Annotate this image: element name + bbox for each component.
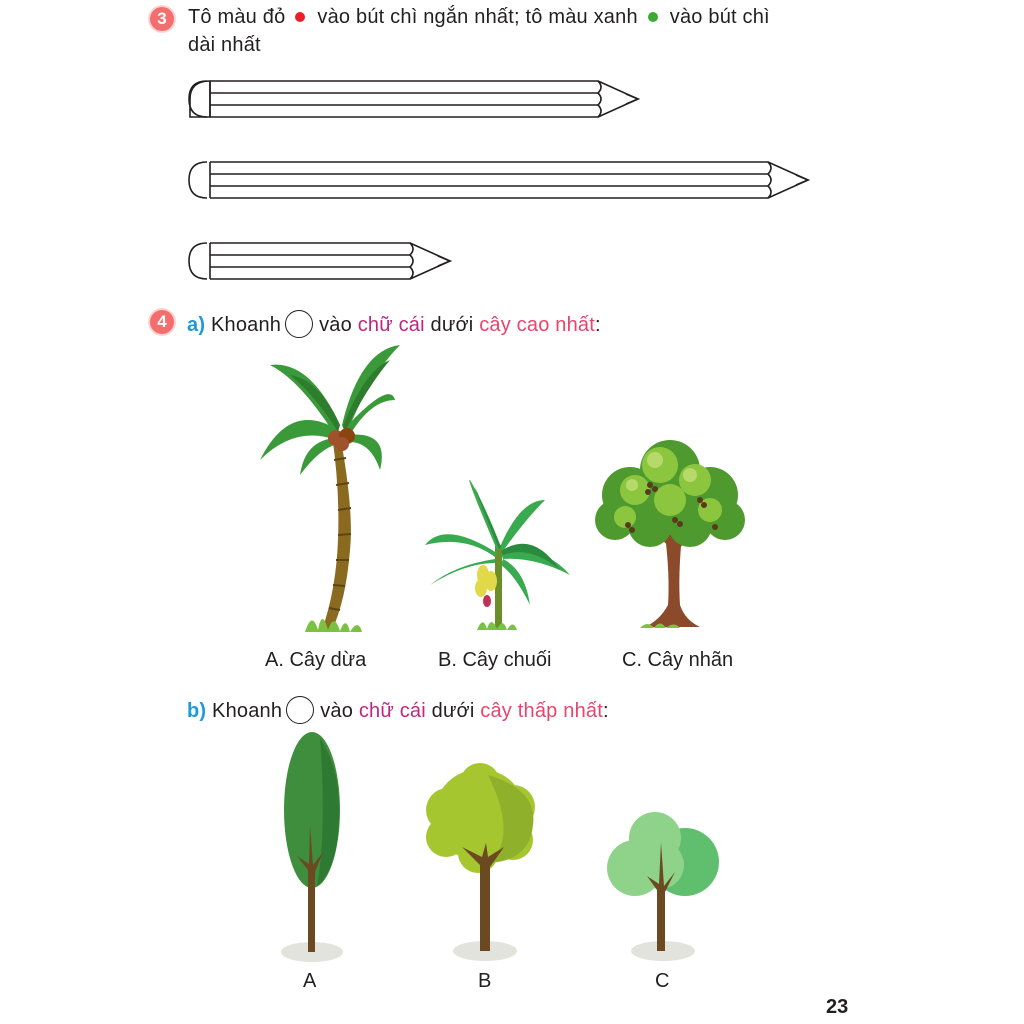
tree-b[interactable]: [418, 765, 543, 965]
tree-label-c: C: [655, 970, 670, 992]
exercise-3-instruction-line2: dài nhất: [188, 34, 261, 56]
instruction-highlight: cây thấp nhất: [480, 699, 603, 722]
part-b-tag: b): [187, 699, 207, 722]
instruction-part: Tô màu đỏ: [188, 6, 286, 28]
instruction-highlight: cây cao nhất: [479, 313, 595, 336]
instruction-part: Khoanh: [212, 699, 283, 722]
longan-tree[interactable]: [590, 435, 750, 635]
pencils: [0, 0, 1024, 300]
instruction-part: vào bút chì: [669, 6, 770, 28]
page-number: 23: [826, 996, 849, 1018]
instruction-highlight: chữ cái: [357, 313, 425, 336]
circle-icon: [286, 696, 314, 724]
pencil-medium[interactable]: [189, 81, 638, 117]
instruction-part: dưới: [430, 313, 474, 336]
instruction-part: Khoanh: [210, 313, 282, 336]
instruction-part: dưới: [431, 699, 475, 722]
circle-icon: [285, 310, 313, 338]
option-label-c: C. Cây nhãn: [622, 649, 734, 671]
tree-label-a: A: [303, 970, 317, 992]
pencil-short[interactable]: [189, 243, 450, 279]
option-label-a: A. Cây dừa: [265, 649, 367, 671]
instruction-part: vào: [320, 699, 354, 722]
instruction-part: vào bút chì ngắn nhất; tô màu xanh: [317, 6, 638, 28]
coconut-palm-tree[interactable]: [250, 340, 410, 640]
banana-tree[interactable]: [425, 475, 575, 635]
exercise-4b-instruction: [187, 696, 609, 727]
exercise-4a-instruction: [187, 310, 601, 341]
instruction-highlight: chữ cái: [358, 699, 426, 722]
tree-label-b: B: [478, 970, 492, 992]
instruction-part: vào: [319, 313, 352, 336]
instruction-part: :: [595, 313, 601, 336]
part-a-tag: a): [187, 313, 206, 336]
option-label-b: B. Cây chuối: [438, 649, 552, 671]
exercise-3-badge: 3: [150, 7, 174, 31]
exercise-4-badge: 4: [150, 310, 174, 334]
tree-c[interactable]: [605, 810, 725, 965]
instruction-part: :: [602, 699, 609, 722]
pencil-long[interactable]: [189, 162, 808, 198]
tree-a[interactable]: [275, 730, 350, 965]
